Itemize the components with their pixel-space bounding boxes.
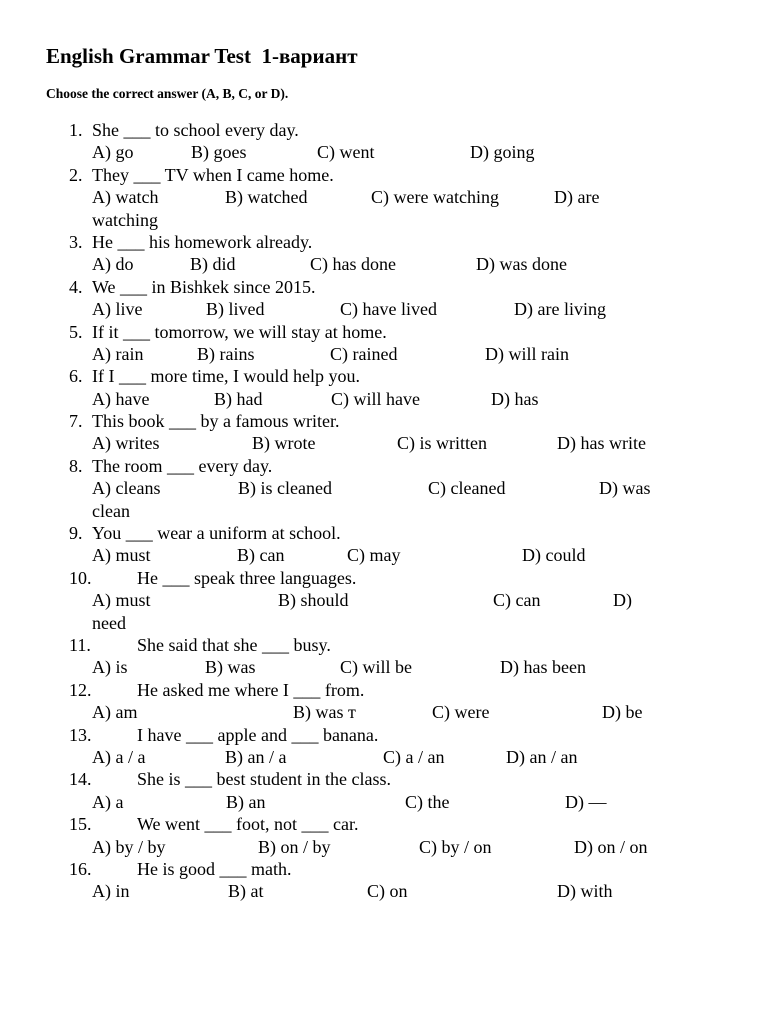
answer-option-b: B) is cleaned bbox=[238, 478, 332, 499]
answer-options bbox=[0, 432, 768, 454]
answer-option-c: C) have lived bbox=[340, 299, 437, 320]
question-line bbox=[0, 858, 768, 880]
question-text: She is ___ best student in the class. bbox=[137, 769, 391, 790]
question-line bbox=[0, 813, 768, 835]
answer-options bbox=[0, 186, 768, 208]
answer-options bbox=[0, 836, 768, 858]
answer-option-a: A) rain bbox=[92, 343, 144, 364]
answer-option-wrap-text: watching bbox=[92, 209, 158, 230]
answer-option-b: B) at bbox=[228, 881, 264, 902]
question-text: The room ___ every day. bbox=[92, 455, 273, 476]
question-number: 13. bbox=[69, 724, 92, 745]
answer-option-c: C) may bbox=[347, 545, 401, 566]
question-line bbox=[0, 164, 768, 186]
question-text: If I ___ more time, I would help you. bbox=[92, 366, 360, 387]
answer-option-c: C) cleaned bbox=[428, 478, 506, 499]
answer-options bbox=[0, 656, 768, 678]
question-number: 14. bbox=[69, 769, 92, 790]
answer-option-b: B) was bbox=[205, 657, 256, 678]
question-text: She ___ to school every day. bbox=[92, 120, 299, 140]
question-number: 12. bbox=[69, 679, 92, 700]
answer-option-d: D) be bbox=[602, 702, 643, 723]
answer-option-a: A) cleans bbox=[92, 478, 161, 499]
answer-option-a: A) live bbox=[92, 299, 143, 320]
question-line bbox=[0, 365, 768, 387]
question-item bbox=[0, 679, 768, 724]
answer-option-c: C) will have bbox=[331, 388, 420, 409]
question-line bbox=[0, 679, 768, 701]
answer-option-c: C) by / on bbox=[419, 836, 492, 857]
question-item bbox=[0, 522, 768, 567]
answer-option-continuation bbox=[0, 500, 768, 522]
answer-option-a: A) is bbox=[92, 657, 128, 678]
question-item bbox=[0, 365, 768, 410]
question-item bbox=[0, 455, 768, 522]
answer-option-c: C) is written bbox=[397, 433, 487, 454]
question-line bbox=[0, 276, 768, 298]
answer-option-a: A) must bbox=[92, 545, 151, 566]
answer-options bbox=[0, 746, 768, 768]
answer-option-b: B) on / by bbox=[258, 836, 331, 857]
answer-options bbox=[0, 791, 768, 813]
answer-option-a: A) am bbox=[92, 702, 138, 723]
answer-option-c: C) will be bbox=[340, 657, 412, 678]
answer-option-b: B) wrote bbox=[252, 433, 316, 454]
question-text: You ___ wear a uniform at school. bbox=[92, 523, 341, 544]
question-item bbox=[0, 164, 768, 231]
answer-option-d: D) an / an bbox=[506, 746, 578, 767]
question-number: 15. bbox=[69, 814, 92, 835]
answer-option-c: C) a / an bbox=[383, 746, 445, 767]
question-number: 1. bbox=[69, 120, 83, 140]
question-text: They ___ TV when I came home. bbox=[92, 164, 334, 185]
answer-option-d: D) was done bbox=[476, 254, 567, 275]
answer-option-c: C) rained bbox=[330, 343, 398, 364]
question-item bbox=[0, 410, 768, 455]
answer-option-b: B) rains bbox=[197, 343, 255, 364]
answer-option-a: A) watch bbox=[92, 187, 159, 208]
answer-option-c: C) can bbox=[493, 590, 541, 611]
question-item bbox=[0, 276, 768, 321]
answer-option-b: B) watched bbox=[225, 187, 308, 208]
question-number: 8. bbox=[69, 455, 83, 476]
question-item bbox=[0, 119, 768, 164]
answer-options bbox=[0, 298, 768, 320]
answer-option-d: D) was bbox=[599, 478, 651, 499]
answer-option-c: C) has done bbox=[310, 254, 396, 275]
answer-option-b: B) did bbox=[190, 254, 236, 275]
question-item bbox=[0, 634, 768, 679]
answer-option-continuation bbox=[0, 209, 768, 231]
answer-option-b: B) goes bbox=[191, 142, 247, 163]
answer-options bbox=[0, 141, 768, 163]
question-line bbox=[0, 119, 768, 141]
answer-option-a: A) writes bbox=[92, 433, 160, 454]
answer-option-d: D) are bbox=[554, 187, 600, 208]
answer-option-d: D) with bbox=[557, 881, 613, 902]
question-line bbox=[0, 455, 768, 477]
question-line bbox=[0, 231, 768, 253]
answer-options bbox=[0, 343, 768, 365]
question-number: 4. bbox=[69, 276, 83, 297]
question-text: He asked me where I ___ from. bbox=[137, 679, 365, 700]
question-item bbox=[0, 858, 768, 903]
answer-options bbox=[0, 701, 768, 723]
answer-option-a: A) a / a bbox=[92, 746, 146, 767]
answer-option-c: C) were watching bbox=[371, 187, 499, 208]
question-text: If it ___ tomorrow, we will stay at home. bbox=[92, 321, 387, 342]
answer-options bbox=[0, 253, 768, 275]
question-number: 7. bbox=[69, 411, 83, 432]
answer-option-wrap-text: clean bbox=[92, 500, 130, 521]
answer-option-c: C) went bbox=[317, 142, 375, 163]
answer-option-d: D) are living bbox=[514, 299, 606, 320]
answer-option-b: B) can bbox=[237, 545, 285, 566]
answer-option-d: D) going bbox=[470, 142, 535, 163]
question-number: 6. bbox=[69, 366, 83, 387]
question-line bbox=[0, 634, 768, 656]
answer-option-d: D) — bbox=[565, 791, 607, 812]
answer-option-a: A) have bbox=[92, 388, 150, 409]
question-item bbox=[0, 813, 768, 858]
answer-option-a: A) go bbox=[92, 142, 134, 163]
answer-option-b: B) lived bbox=[206, 299, 265, 320]
answer-option-d: D) on / on bbox=[574, 836, 648, 857]
answer-option-a: A) do bbox=[92, 254, 134, 275]
question-item bbox=[0, 321, 768, 366]
question-line bbox=[0, 768, 768, 790]
question-text: He is good ___ math. bbox=[137, 858, 292, 879]
answer-option-b: B) was т bbox=[293, 702, 356, 723]
answer-option-d: D) could bbox=[522, 545, 586, 566]
question-number: 10. bbox=[69, 567, 92, 588]
test-title: English Grammar Test 1-вариант bbox=[46, 44, 358, 68]
answer-option-d: D) bbox=[613, 590, 632, 611]
answer-option-d: D) has been bbox=[500, 657, 586, 678]
instruction-text: Choose the correct answer (A, B, C, or D). bbox=[46, 86, 289, 101]
question-item bbox=[0, 724, 768, 769]
answer-option-c: C) on bbox=[367, 881, 408, 902]
question-list bbox=[0, 119, 768, 903]
question-number: 5. bbox=[69, 321, 83, 342]
question-line bbox=[0, 567, 768, 589]
answer-option-d: D) has write bbox=[557, 433, 646, 454]
answer-options bbox=[0, 477, 768, 499]
answer-option-a: A) by / by bbox=[92, 836, 166, 857]
question-item bbox=[0, 231, 768, 276]
answer-option-wrap-text: need bbox=[92, 612, 126, 633]
answer-option-a: A) a bbox=[92, 791, 124, 812]
question-text: This book ___ by a famous writer. bbox=[92, 411, 340, 432]
answer-options bbox=[0, 880, 768, 902]
answer-option-b: B) had bbox=[214, 388, 263, 409]
question-number: 9. bbox=[69, 523, 83, 544]
question-line bbox=[0, 724, 768, 746]
question-text: We ___ in Bishkek since 2015. bbox=[92, 276, 316, 297]
question-number: 11. bbox=[69, 634, 91, 655]
question-item bbox=[0, 567, 768, 634]
answer-option-c: C) were bbox=[432, 702, 490, 723]
answer-option-b: B) should bbox=[278, 590, 349, 611]
question-text: She said that she ___ busy. bbox=[137, 634, 331, 655]
answer-option-c: C) the bbox=[405, 791, 450, 812]
question-text: We went ___ foot, not ___ car. bbox=[137, 814, 359, 835]
answer-option-a: A) in bbox=[92, 881, 130, 902]
answer-option-b: B) an / a bbox=[225, 746, 287, 767]
question-number: 16. bbox=[69, 858, 92, 879]
question-number: 3. bbox=[69, 231, 83, 252]
answer-option-continuation bbox=[0, 612, 768, 634]
question-line bbox=[0, 321, 768, 343]
question-number: 2. bbox=[69, 164, 83, 185]
answer-options bbox=[0, 388, 768, 410]
question-text: He ___ speak three languages. bbox=[137, 567, 357, 588]
answer-options bbox=[0, 589, 768, 611]
question-line bbox=[0, 410, 768, 432]
answer-option-a: A) must bbox=[92, 590, 151, 611]
answer-option-d: D) has bbox=[491, 388, 539, 409]
answer-options bbox=[0, 544, 768, 566]
answer-option-d: D) will rain bbox=[485, 343, 569, 364]
answer-option-b: B) an bbox=[226, 791, 266, 812]
question-line bbox=[0, 522, 768, 544]
question-text: I have ___ apple and ___ banana. bbox=[137, 724, 379, 745]
question-text: He ___ his homework already. bbox=[92, 231, 313, 252]
question-item bbox=[0, 768, 768, 813]
